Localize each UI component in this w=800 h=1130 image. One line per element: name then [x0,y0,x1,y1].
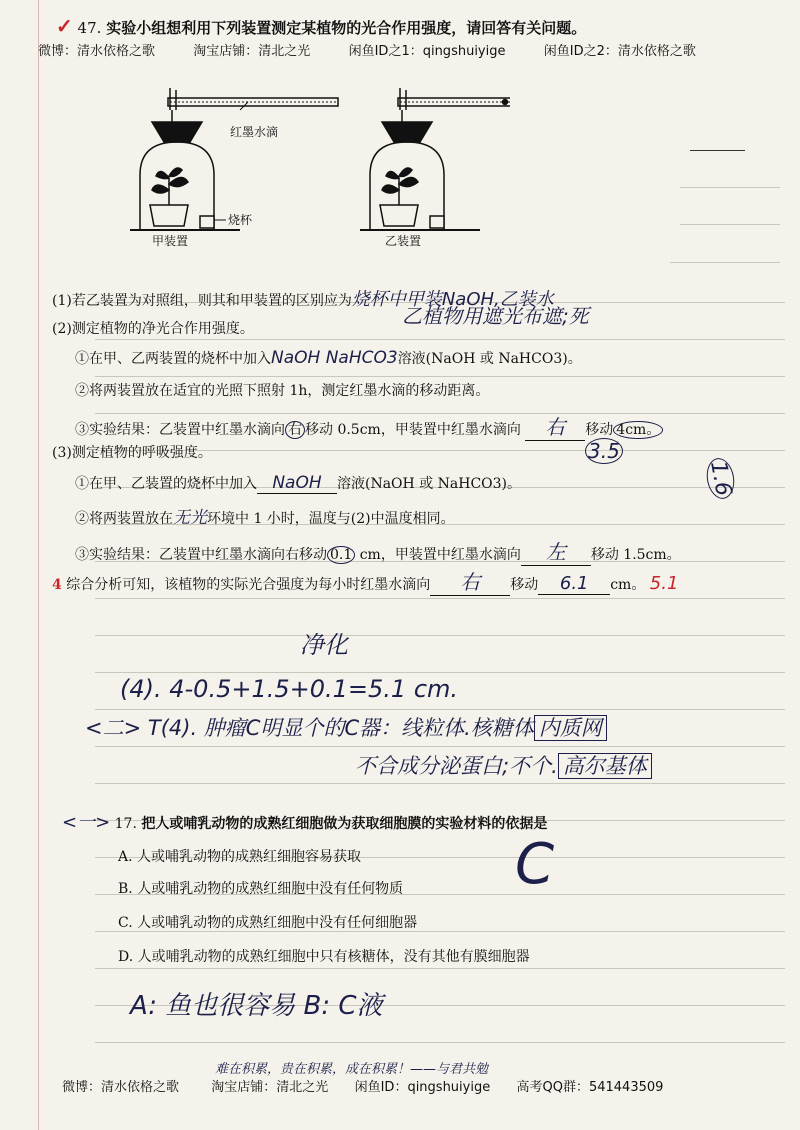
q17-number: 17. [114,816,137,832]
q17-option-c: C. 人或哺乳动物的成熟红细胞中没有任何细胞器 [118,915,418,931]
footer-watermark [62,1076,663,1095]
line-2: (2)测定植物的净光合作用强度。 [52,321,254,337]
q17-option-a: A. 人或哺乳动物的成熟红细胞容易获取 [118,849,362,865]
line-2a-suffix: 溶液(NaOH 或 NaHCO3)。 [397,351,582,367]
line-3b-suffix: 环境中 1 小时，温度与(2)中温度相同。 [207,511,455,527]
line-3a-suffix: 溶液(NaOH 或 NaHCO3)。 [337,476,522,492]
line-3c-val: 0.1 [327,546,355,564]
line-3a [75,473,521,494]
footer-taobao: 淘宝店铺：清北之光 [211,1080,329,1095]
question-47-header [56,14,586,38]
question-17-header [62,808,547,834]
check-mark: ✓ [56,14,73,38]
margin-line [38,0,39,1130]
line-2c [75,411,663,441]
caption-apparatus-a: 甲装置 [152,234,189,248]
footer-weibo: 微博：清水依格之歌 [62,1080,180,1095]
line-1-answer-2: 乙植物用遮光布遮;死 [402,304,589,328]
footer-xianyu: 闲鱼ID：qingshuiyige [354,1080,491,1095]
line-4-mid: 移动 [510,577,539,593]
scribble-note: 净化 [300,631,348,659]
note-3 [355,750,652,780]
line-4-text: 综合分析可知，该植物的实际光合强度为每小时红墨水滴向 [66,577,431,593]
line-3b [75,503,455,528]
line-4-red-number: 4 [52,577,62,593]
bottom-note: A: 鱼也很容易 B: C液 [130,991,383,1021]
apparatus-figure [130,80,510,255]
line-1-text: (1)若乙装置为对照组，则其和甲装置的区别应为 [52,293,352,309]
line-2c-suffix: 移动 [585,422,614,438]
note-3-box: 高尔基体 [558,753,652,779]
q17-answer: C [515,832,555,897]
note-2-text: <二> T(4). 肿瘤C明显个的C器：线粒体.核糖体 [85,716,534,740]
line-3c-answer: 左 [521,536,591,566]
label-beaker: 烧杯 [228,213,253,227]
question-stem: 实验小组想利用下列装置测定某植物的光合作用强度，请回答有关问题。 [106,19,587,37]
watermark-top [38,40,696,59]
line-2a [75,348,582,368]
note-35: 3.5 [585,438,623,464]
watermark-taobao: 淘宝店铺：清北之光 [193,44,311,59]
line-4-answer: 右 [430,566,510,596]
watermark-xianyu1: 闲鱼ID之1：qingshuiyige [348,44,506,59]
line-2c-answer: 右 [525,411,585,441]
caption-apparatus-b: 乙装置 [385,234,422,248]
footer-slogan: 难在积累，贵在积累，成在积累！——与君共勉 [215,1062,489,1077]
line-4-suffix: cm。 [610,577,646,593]
line-3a-answer: NaOH [257,473,337,494]
watermark-weibo: 微博：清水依格之歌 [38,44,156,59]
watermark-xianyu2: 闲鱼ID之2：清水依格之歌 [543,44,696,59]
line-4 [52,566,678,596]
note-16: 1.6 [704,456,738,501]
line-2c-val: 4cm。 [613,421,663,439]
note-2-box: 内质网 [534,715,607,741]
line-3c-suffix: 移动 1.5cm。 [590,547,681,563]
q17-option-d: D. 人或哺乳动物的成熟红细胞中只有核糖体，没有其他有膜细胞器 [118,949,530,965]
question-number: 47. [77,19,102,37]
line-2a-text: ①在甲、乙两装置的烧杯中加入 [75,351,271,367]
line-2c-text: ③实验结果：乙装置中红墨水滴向 [75,422,285,438]
line-3b-answer: 无光 [173,508,207,528]
note-3-text: 不合成分泌蛋白;不个. [355,754,558,778]
apparatus-a [130,88,338,230]
q17-stem: 把人或哺乳动物的成熟红细胞做为获取细胞膜的实验材料的依据是 [141,816,548,832]
line-4-red-correction: 5.1 [649,573,679,594]
note-2 [85,712,607,742]
line-1-answer: 烧杯中甲装NaOH,乙装水 [351,289,554,310]
line-3c-mid: cm，甲装置中红墨水滴向 [359,547,521,563]
apparatus-b [360,88,510,230]
q17-option-b: B. 人或哺乳动物的成熟红细胞中没有任何物质 [118,881,404,897]
line-2c-mid: 移动 0.5cm，甲装置中红墨水滴向 [305,422,521,438]
line-2b: ②将两装置放在适宜的光照下照射 1h，测定红墨水滴的移动距离。 [75,383,490,399]
line-2a-answer: NaOH NaHCO3 [271,348,398,368]
line-3b-text: ②将两装置放在 [75,511,173,527]
line-4-val: 6.1 [538,573,610,595]
footer-qq: 高考QQ群：541443509 [516,1080,664,1095]
line-3: (3)测定植物的呼吸强度。 [52,445,212,461]
q17-mark: <一> [62,812,111,833]
line-3c-text: ③实验结果：乙装置中红墨水滴向右移动 [75,547,327,563]
line-3a-text: ①在甲、乙装置的烧杯中加入 [75,476,257,492]
label-red-drop: 红墨水滴 [230,125,279,139]
line-3c [75,536,681,566]
calc-note: (4). 4-0.5+1.5+0.1=5.1 cm. [120,675,459,703]
line-2c-dir: 右 [285,421,305,439]
